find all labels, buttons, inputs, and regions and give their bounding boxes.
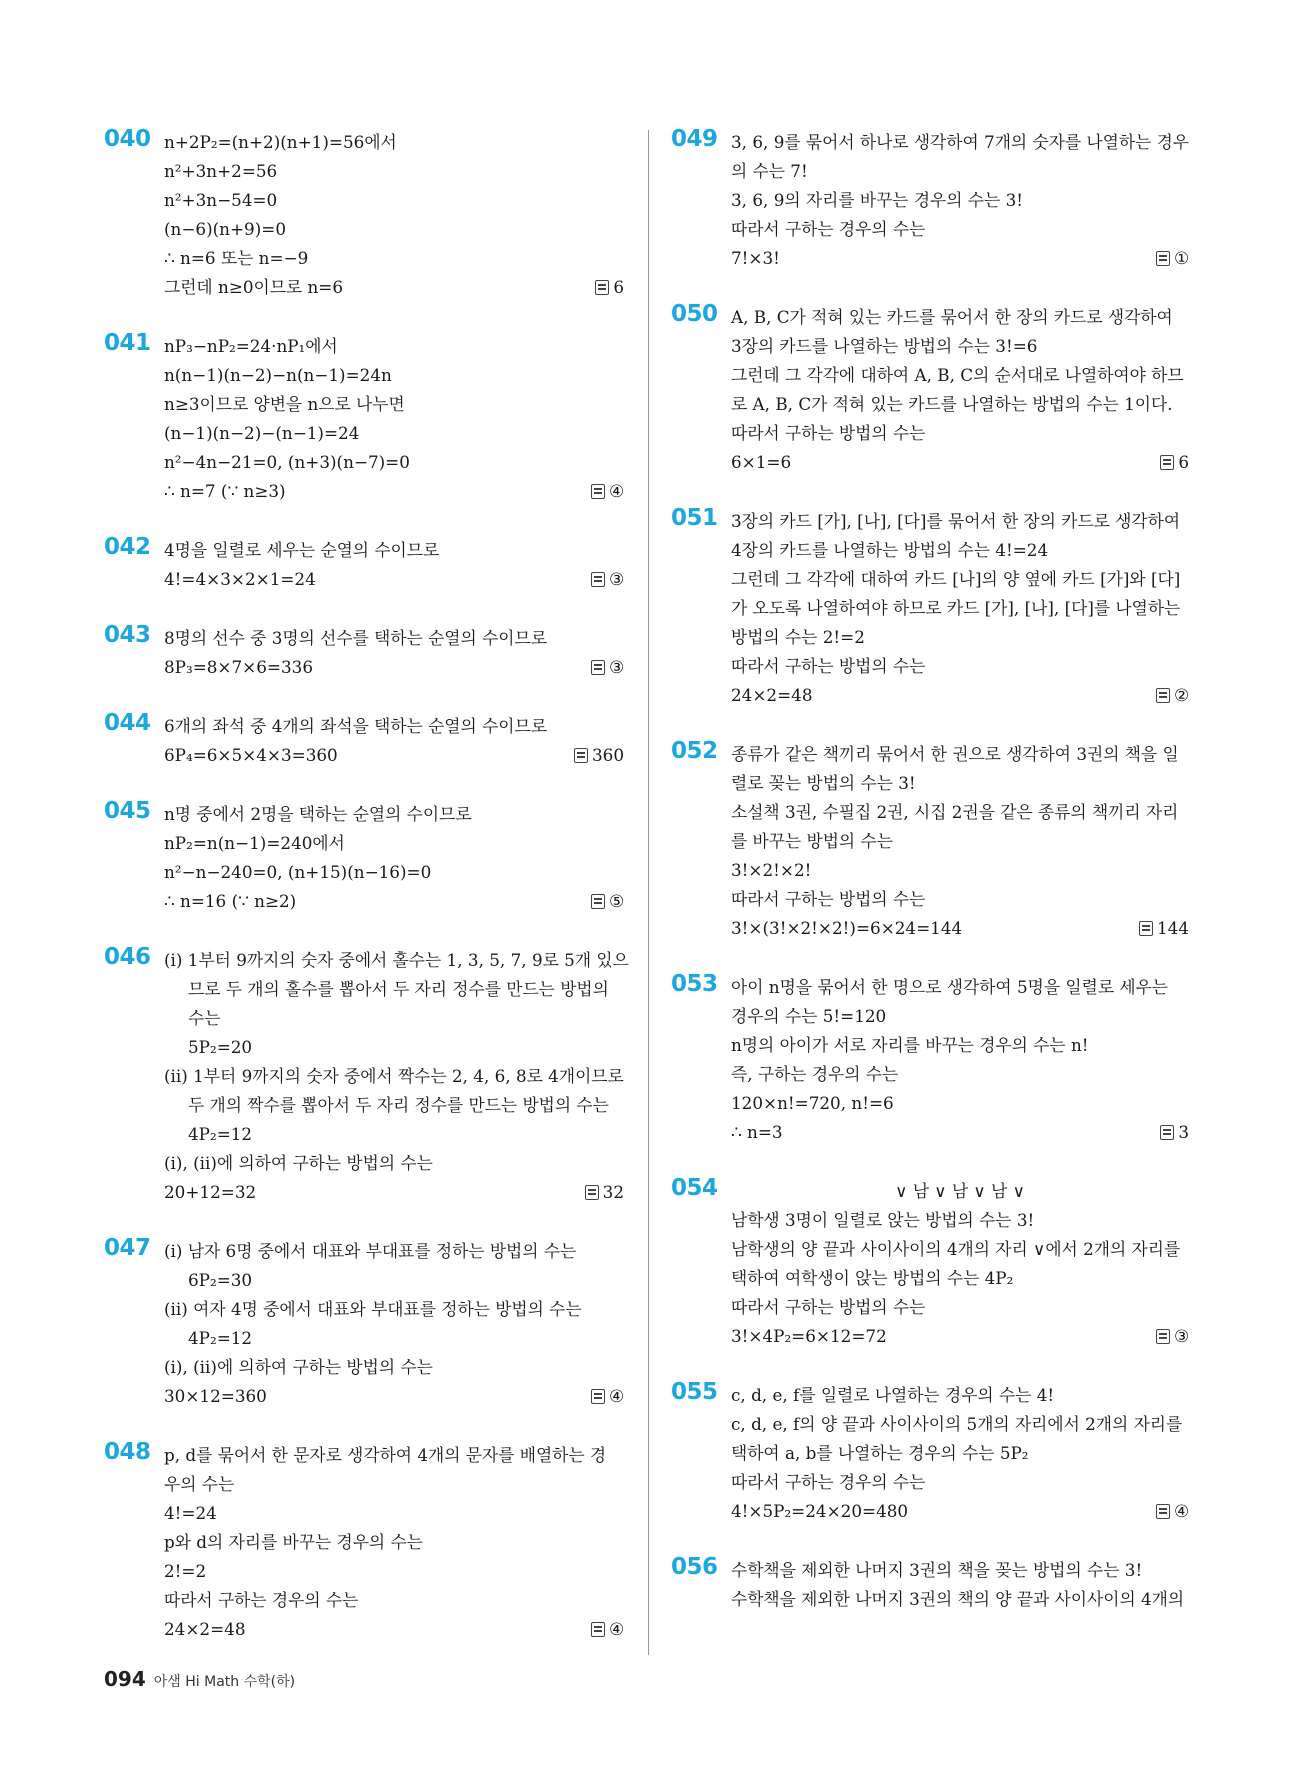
solution-line bbox=[731, 1206, 1189, 1235]
solution-line bbox=[164, 887, 624, 916]
solution-block bbox=[671, 128, 1189, 273]
solution-line bbox=[731, 565, 1189, 594]
solution-line bbox=[731, 1585, 1189, 1614]
solution-line bbox=[731, 827, 1189, 856]
solution-text: 4명을 일렬로 세우는 순열의 수이므로 bbox=[164, 540, 440, 560]
solution-text: n≥3이므로 양변을 n으로 나누면 bbox=[164, 394, 405, 414]
solution-line bbox=[164, 741, 624, 770]
solution-text: 4P₂=12 bbox=[188, 1124, 253, 1144]
solution-line bbox=[731, 303, 1189, 332]
solution-line bbox=[164, 800, 624, 829]
answer-value: ④ bbox=[1173, 1501, 1189, 1521]
solution-line bbox=[731, 594, 1189, 623]
solution-text: n명 중에서 2명을 택하는 순열의 수이므로 bbox=[164, 804, 472, 824]
solution-line bbox=[731, 215, 1189, 244]
problem-number: 045 bbox=[104, 798, 151, 824]
answer-mark bbox=[591, 477, 624, 506]
solution-text: 수학책을 제외한 나머지 3권의 책의 양 끝과 사이사이의 4개의 bbox=[731, 1589, 1185, 1609]
right-column bbox=[671, 128, 1189, 1614]
solution-text: (n−1)(n−2)−(n−1)=24 bbox=[164, 423, 360, 443]
solution-text: n(n−1)(n−2)−n(n−1)=24n bbox=[164, 365, 392, 385]
solution-text: 므로 두 개의 홀수를 뽑아서 두 자리 정수를 만드는 방법의 bbox=[188, 979, 609, 999]
solution-text: p와 d의 자리를 바꾸는 경우의 수는 bbox=[164, 1532, 423, 1552]
solution-line bbox=[164, 565, 624, 594]
solution-line bbox=[164, 1499, 624, 1528]
answer-value: ② bbox=[1173, 685, 1189, 705]
solution-text: 3장의 카드를 나열하는 방법의 수는 3!=6 bbox=[731, 336, 1038, 356]
solution-line bbox=[164, 1178, 624, 1207]
solution-line bbox=[731, 1002, 1189, 1031]
solution-line bbox=[164, 1586, 624, 1615]
solution-text: 아이 n명을 묶어서 한 명으로 생각하여 5명을 일렬로 세우는 bbox=[731, 977, 1169, 997]
answer-value: ③ bbox=[608, 569, 624, 589]
solution-line bbox=[731, 856, 1189, 885]
solution-text: ∴ n=3 bbox=[731, 1122, 783, 1142]
solution-line bbox=[164, 1615, 624, 1644]
left-column bbox=[104, 126, 629, 1644]
answer-value: ① bbox=[1173, 248, 1189, 268]
solution-text: 그런데 그 각각에 대하여 A, B, C의 순서대로 나열하여야 하므 bbox=[731, 365, 1184, 385]
solution-line bbox=[731, 1264, 1189, 1293]
solution-line bbox=[164, 975, 624, 1004]
solution-line bbox=[731, 914, 1189, 943]
problem-number: 052 bbox=[671, 738, 718, 764]
solution-text: n²+3n+2=56 bbox=[164, 161, 278, 181]
solution-text: (ⅰ), (ⅱ)에 의하여 구하는 방법의 수는 bbox=[164, 1153, 433, 1173]
solution-text: 두 개의 짝수를 뽑아서 두 자리 정수를 만드는 방법의 수는 bbox=[188, 1095, 609, 1115]
solution-line bbox=[731, 244, 1189, 273]
solution-line bbox=[731, 1118, 1189, 1147]
answer-icon bbox=[591, 660, 605, 675]
solution-text: 우의 수는 bbox=[164, 1474, 235, 1494]
solution-line bbox=[731, 390, 1189, 419]
solution-line bbox=[731, 157, 1189, 186]
solution-text: 종류가 같은 책끼리 묶어서 한 권으로 생각하여 3권의 책을 일 bbox=[731, 744, 1179, 764]
solution-block bbox=[671, 507, 1189, 710]
solution-text: 남학생의 양 끝과 사이사이의 4개의 자리 ∨에서 2개의 자리를 bbox=[731, 1239, 1181, 1259]
solution-block bbox=[104, 536, 624, 594]
answer-value: ③ bbox=[608, 657, 624, 677]
solution-text: 8P₃=8×7×6=336 bbox=[164, 657, 313, 677]
solution-block bbox=[104, 944, 629, 1207]
page-number: 094 bbox=[104, 1667, 146, 1691]
solution-text: 따라서 구하는 방법의 수는 bbox=[731, 1297, 926, 1317]
solution-text: A, B, C가 적혀 있는 카드를 묶어서 한 장의 카드로 생각하여 bbox=[731, 307, 1173, 327]
problem-number: 044 bbox=[104, 710, 151, 736]
solution-line bbox=[164, 1237, 624, 1266]
solution-text: 소설책 3권, 수필집 2권, 시집 2권을 같은 종류의 책끼리 자리 bbox=[731, 802, 1179, 822]
problem-number: 042 bbox=[104, 534, 151, 560]
answer-mark bbox=[1160, 448, 1189, 477]
solution-line bbox=[731, 1468, 1189, 1497]
problem-number: 048 bbox=[104, 1439, 151, 1465]
problem-number: 056 bbox=[671, 1554, 718, 1580]
answer-mark bbox=[591, 1615, 624, 1644]
solution-text: (ⅰ) 1부터 9까지의 숫자 중에서 홀수는 1, 3, 5, 7, 9로 5개 있으 bbox=[164, 950, 629, 970]
answer-value: ⑤ bbox=[608, 891, 624, 911]
solution-text: 따라서 구하는 경우의 수는 bbox=[164, 1590, 359, 1610]
answer-icon bbox=[1156, 251, 1170, 266]
solution-text: 경우의 수는 5!=120 bbox=[731, 1006, 887, 1026]
answer-value: ④ bbox=[608, 481, 624, 501]
answer-value: ④ bbox=[608, 1619, 624, 1639]
solution-text: (ⅱ) 1부터 9까지의 숫자 중에서 짝수는 2, 4, 6, 8로 4개이므로 bbox=[164, 1066, 624, 1086]
solution-block bbox=[104, 332, 624, 506]
solution-line bbox=[164, 712, 624, 741]
solution-line bbox=[731, 1293, 1189, 1322]
solution-line bbox=[164, 1295, 624, 1324]
answer-icon bbox=[574, 748, 588, 763]
solution-line bbox=[731, 507, 1189, 536]
solution-block bbox=[104, 1441, 624, 1644]
solution-block bbox=[104, 800, 624, 916]
solution-text: 6P₂=30 bbox=[188, 1270, 253, 1290]
answer-mark bbox=[1156, 244, 1189, 273]
solution-block bbox=[104, 712, 624, 770]
problem-number: 046 bbox=[104, 944, 151, 970]
answer-icon bbox=[591, 894, 605, 909]
solution-line bbox=[164, 1441, 624, 1470]
solution-text: 4!=4×3×2×1=24 bbox=[164, 569, 316, 589]
solution-line bbox=[731, 1381, 1189, 1410]
solution-text: 120×n!=720, n!=6 bbox=[731, 1093, 894, 1113]
answer-value: 3 bbox=[1178, 1122, 1189, 1142]
solution-line bbox=[164, 390, 624, 419]
solution-block bbox=[671, 973, 1189, 1147]
solution-line bbox=[164, 186, 624, 215]
solution-text: c, d, e, f의 양 끝과 사이사이의 5개의 자리에서 2개의 자리를 bbox=[731, 1414, 1183, 1434]
solution-text: (ⅱ) 여자 4명 중에서 대표와 부대표를 정하는 방법의 수는 bbox=[164, 1299, 582, 1319]
solution-line bbox=[731, 419, 1189, 448]
problem-number: 043 bbox=[104, 622, 151, 648]
page-footer bbox=[104, 1667, 295, 1691]
answer-mark bbox=[591, 1382, 624, 1411]
solution-text: (ⅰ) 남자 6명 중에서 대표와 부대표를 정하는 방법의 수는 bbox=[164, 1241, 577, 1261]
solution-line bbox=[164, 624, 624, 653]
answer-icon bbox=[1156, 1329, 1170, 1344]
solution-text: 로 A, B, C가 적혀 있는 카드를 나열하는 방법의 수는 1이다. bbox=[731, 394, 1173, 414]
solution-text: 24×2=48 bbox=[731, 685, 813, 705]
answer-icon bbox=[591, 484, 605, 499]
solution-text: 3!×2!×2! bbox=[731, 860, 812, 880]
solution-line bbox=[164, 448, 624, 477]
solution-line bbox=[164, 858, 624, 887]
answer-mark bbox=[591, 653, 624, 682]
solution-line bbox=[164, 1470, 624, 1499]
solution-text: 8명의 선수 중 3명의 선수를 택하는 순열의 수이므로 bbox=[164, 628, 547, 648]
solution-block bbox=[671, 740, 1189, 943]
answer-icon bbox=[1139, 921, 1153, 936]
answer-mark bbox=[1160, 1118, 1189, 1147]
problem-number: 041 bbox=[104, 330, 151, 356]
solution-line bbox=[731, 1497, 1189, 1526]
solution-text: 따라서 구하는 방법의 수는 bbox=[731, 656, 926, 676]
solution-text: n²−4n−21=0, (n+3)(n−7)=0 bbox=[164, 452, 410, 472]
solution-text: 3!×(3!×2!×2!)=6×24=144 bbox=[731, 918, 963, 938]
answer-icon bbox=[1160, 455, 1174, 470]
solution-text: 의 수는 7! bbox=[731, 161, 808, 181]
solution-line bbox=[164, 1149, 624, 1178]
problem-number: 055 bbox=[671, 1379, 718, 1405]
solution-line bbox=[731, 332, 1189, 361]
solution-text: 20+12=32 bbox=[164, 1182, 257, 1202]
solution-line bbox=[164, 1557, 624, 1586]
solution-block bbox=[104, 128, 624, 302]
solution-line bbox=[731, 652, 1189, 681]
solution-text: 그런데 n≥0이므로 n=6 bbox=[164, 277, 344, 297]
solution-text: 방법의 수는 2!=2 bbox=[731, 627, 865, 647]
solution-text: 3, 6, 9를 묶어서 하나로 생각하여 7개의 숫자를 나열하는 경우 bbox=[731, 132, 1190, 152]
solution-line bbox=[731, 1439, 1189, 1468]
solution-text: (ⅰ), (ⅱ)에 의하여 구하는 방법의 수는 bbox=[164, 1357, 433, 1377]
solution-line bbox=[164, 1353, 624, 1382]
solution-line bbox=[164, 477, 624, 506]
solution-text: 즉, 구하는 경우의 수는 bbox=[731, 1064, 899, 1084]
answer-value: 6 bbox=[1178, 452, 1189, 472]
answer-value: 144 bbox=[1156, 918, 1189, 938]
answer-icon bbox=[591, 1389, 605, 1404]
solution-line bbox=[164, 1033, 624, 1062]
answer-icon bbox=[1160, 1125, 1174, 1140]
solution-text: 수학책을 제외한 나머지 3권의 책을 꽂는 방법의 수는 3! bbox=[731, 1560, 1143, 1580]
solution-text: n²−n−240=0, (n+15)(n−16)=0 bbox=[164, 862, 432, 882]
solution-text: p, d를 묶어서 한 문자로 생각하여 4개의 문자를 배열하는 경 bbox=[164, 1445, 607, 1465]
solution-text: 택하여 여학생이 앉는 방법의 수는 4P₂ bbox=[731, 1268, 1014, 1288]
solution-block bbox=[671, 1177, 1189, 1351]
solution-text: 30×12=360 bbox=[164, 1386, 267, 1406]
problem-number: 040 bbox=[104, 126, 151, 152]
answer-mark bbox=[1156, 1322, 1189, 1351]
solution-line bbox=[731, 1235, 1189, 1264]
solution-text: 2!=2 bbox=[164, 1561, 207, 1581]
solution-line bbox=[164, 1382, 624, 1411]
problem-number: 050 bbox=[671, 301, 718, 327]
solution-text: 3!×4P₂=6×12=72 bbox=[731, 1326, 887, 1346]
answer-mark bbox=[1156, 681, 1189, 710]
solution-text: n²+3n−54=0 bbox=[164, 190, 278, 210]
answer-value: ④ bbox=[608, 1386, 624, 1406]
solution-line bbox=[731, 448, 1189, 477]
solution-text: 가 오도록 나열하여야 하므로 카드 [가], [나], [다]를 나열하는 bbox=[731, 598, 1181, 618]
solution-text: 수는 bbox=[188, 1008, 221, 1028]
solution-line bbox=[731, 885, 1189, 914]
answer-mark bbox=[1156, 1497, 1189, 1526]
solution-line bbox=[164, 536, 624, 565]
solution-line bbox=[164, 653, 624, 682]
solution-text: 따라서 구하는 경우의 수는 bbox=[731, 219, 926, 239]
solution-text: 그런데 그 각각에 대하여 카드 [나]의 양 옆에 카드 [가]와 [다] bbox=[731, 569, 1181, 589]
answer-mark bbox=[585, 1178, 624, 1207]
solution-line bbox=[731, 1031, 1189, 1060]
solution-line bbox=[164, 1324, 624, 1353]
solution-text: 4!×5P₂=24×20=480 bbox=[731, 1501, 909, 1521]
solution-text: n+2P₂=(n+2)(n+1)=56에서 bbox=[164, 132, 397, 152]
solution-line bbox=[731, 1177, 1189, 1206]
solution-line bbox=[731, 1556, 1189, 1585]
solution-text: 7!×3! bbox=[731, 248, 780, 268]
solution-line bbox=[731, 623, 1189, 652]
solution-line bbox=[731, 1089, 1189, 1118]
book-title: 아샘 Hi Math 수학(하) bbox=[153, 1674, 296, 1690]
solution-line bbox=[731, 798, 1189, 827]
problem-number: 047 bbox=[104, 1235, 151, 1261]
answer-icon bbox=[1156, 1504, 1170, 1519]
solution-line bbox=[164, 946, 629, 975]
solution-text: 4P₂=12 bbox=[188, 1328, 253, 1348]
solution-text: 3, 6, 9의 자리를 바꾸는 경우의 수는 3! bbox=[731, 190, 1023, 210]
solution-text: 를 바꾸는 방법의 수는 bbox=[731, 831, 893, 851]
solution-line bbox=[731, 1410, 1189, 1439]
solution-line bbox=[164, 1004, 624, 1033]
solution-line bbox=[731, 740, 1189, 769]
solution-text: nP₃−nP₂=24·nP₁에서 bbox=[164, 336, 338, 356]
solution-line bbox=[731, 1060, 1189, 1089]
answer-value: 6 bbox=[613, 277, 624, 297]
solution-text: 따라서 구하는 경우의 수는 bbox=[731, 1472, 926, 1492]
solution-text: ∨ 남 ∨ 남 ∨ 남 ∨ bbox=[895, 1181, 1025, 1201]
solution-line bbox=[731, 128, 1189, 157]
solution-text: c, d, e, f를 일렬로 나열하는 경우의 수는 4! bbox=[731, 1385, 1055, 1405]
solution-line bbox=[164, 1266, 624, 1295]
problem-number: 049 bbox=[671, 126, 718, 152]
solution-text: 6×1=6 bbox=[731, 452, 792, 472]
solution-line bbox=[731, 1322, 1189, 1351]
solution-text: ∴ n=16 (∵ n≥2) bbox=[164, 891, 297, 911]
solution-text: 따라서 구하는 방법의 수는 bbox=[731, 423, 926, 443]
answer-icon bbox=[591, 572, 605, 587]
answer-mark bbox=[591, 565, 624, 594]
solution-text: nP₂=n(n−1)=240에서 bbox=[164, 833, 345, 853]
solution-text: 24×2=48 bbox=[164, 1619, 246, 1639]
solution-line bbox=[731, 186, 1189, 215]
solution-line bbox=[164, 829, 624, 858]
solution-text: 남학생 3명이 일렬로 앉는 방법의 수는 3! bbox=[731, 1210, 1035, 1230]
solution-line bbox=[164, 128, 624, 157]
solution-line bbox=[731, 536, 1189, 565]
solution-block bbox=[671, 303, 1189, 477]
solution-line bbox=[164, 1120, 624, 1149]
answer-value: ③ bbox=[1173, 1326, 1189, 1346]
solution-block bbox=[671, 1381, 1189, 1526]
answer-value: 360 bbox=[591, 745, 624, 765]
problem-number: 051 bbox=[671, 505, 718, 531]
solution-text: 렬로 꽂는 방법의 수는 3! bbox=[731, 773, 916, 793]
solution-block bbox=[104, 624, 624, 682]
solution-line bbox=[164, 1528, 624, 1557]
solution-text: 5P₂=20 bbox=[188, 1037, 253, 1057]
solution-text: 6P₄=6×5×4×3=360 bbox=[164, 745, 338, 765]
solution-block bbox=[104, 1237, 624, 1411]
answer-mark bbox=[591, 887, 624, 916]
answer-mark bbox=[595, 273, 624, 302]
answer-icon bbox=[595, 280, 609, 295]
problem-number: 054 bbox=[671, 1175, 718, 1201]
solution-text: 6개의 좌석 중 4개의 좌석을 택하는 순열의 수이므로 bbox=[164, 716, 547, 736]
solution-text: (n−6)(n+9)=0 bbox=[164, 219, 287, 239]
solution-text: 4장의 카드를 나열하는 방법의 수는 4!=24 bbox=[731, 540, 1049, 560]
solution-line bbox=[164, 244, 624, 273]
solution-text: 3장의 카드 [가], [나], [다]를 묶어서 한 장의 카드로 생각하여 bbox=[731, 511, 1181, 531]
column-divider bbox=[648, 130, 649, 1655]
solution-line bbox=[164, 1062, 624, 1091]
solution-text: n명의 아이가 서로 자리를 바꾸는 경우의 수는 n! bbox=[731, 1035, 1089, 1055]
solution-text: 택하여 a, b를 나열하는 경우의 수는 5P₂ bbox=[731, 1443, 1029, 1463]
answer-value: 32 bbox=[602, 1182, 624, 1202]
solution-line bbox=[164, 1091, 624, 1120]
solution-text: ∴ n=7 (∵ n≥3) bbox=[164, 481, 286, 501]
solution-line bbox=[164, 332, 624, 361]
solution-text: 4!=24 bbox=[164, 1503, 217, 1523]
solution-line bbox=[164, 361, 624, 390]
answer-icon bbox=[591, 1622, 605, 1637]
answer-icon bbox=[585, 1185, 599, 1200]
solution-line bbox=[164, 273, 624, 302]
answer-icon bbox=[1156, 688, 1170, 703]
solution-block bbox=[671, 1556, 1189, 1614]
solution-text: 따라서 구하는 방법의 수는 bbox=[731, 889, 926, 909]
solution-line bbox=[731, 973, 1189, 1002]
solution-line bbox=[731, 769, 1189, 798]
solution-line bbox=[731, 361, 1189, 390]
problem-number: 053 bbox=[671, 971, 718, 997]
solution-line bbox=[164, 157, 624, 186]
answer-mark bbox=[1139, 914, 1189, 943]
answer-mark bbox=[574, 741, 624, 770]
solution-line bbox=[731, 681, 1189, 710]
solution-text: ∴ n=6 또는 n=−9 bbox=[164, 248, 309, 268]
solution-line bbox=[164, 215, 624, 244]
solution-line bbox=[164, 419, 624, 448]
